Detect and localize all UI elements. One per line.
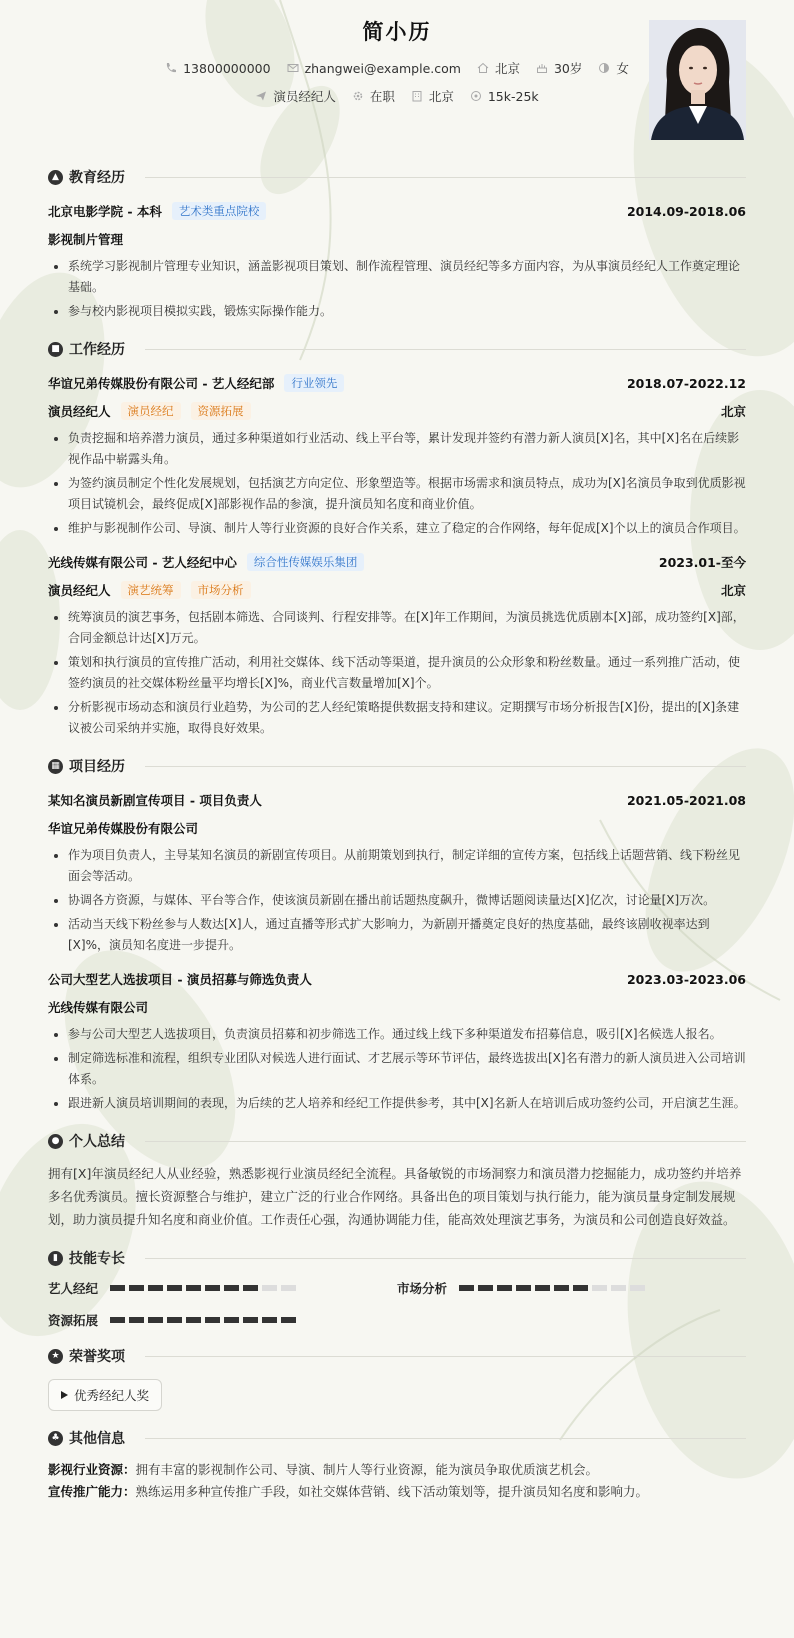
skill-tag: 演艺统筹: [121, 581, 181, 599]
skill-item: [48, 1279, 397, 1297]
projects-section: [48, 755, 746, 1114]
skill-level-segment: [630, 1285, 645, 1291]
skill-item: [48, 1311, 397, 1329]
list-item: • 协调各方资源，与媒体、平台等合作，使该演员新剧在播出前话题热度飙升，微博话题阅读量达[X]亿次，讨论量[X]万次。: [68, 890, 746, 911]
salary-info: 15k-25k: [470, 87, 539, 105]
summary-section: [48, 1130, 746, 1231]
education-date: 2014.09-2018.06: [626, 203, 746, 219]
project-date: 2023.03-2023.06: [626, 971, 746, 987]
award-item: 优秀经纪人奖: [48, 1379, 162, 1411]
project-org: 光线传媒有限公司: [48, 1000, 149, 1015]
job-role: 演员经纪人: [48, 583, 111, 598]
project-date: 2021.05-2021.08: [626, 792, 746, 808]
list-item: • 活动当天线下粉丝参与人数达[X]人，通过直播等形式扩大影响力，为新剧开播奠定良好的热度基础，最终该剧收视率达到[X]%，演员知名度进一步提升。: [68, 914, 746, 956]
company-tag: 综合性传媒娱乐集团: [247, 553, 365, 571]
section-title: 其他信息: [69, 1431, 125, 1447]
location-info: 北京: [477, 59, 520, 77]
phone-info: 13800000000: [165, 59, 270, 77]
project-entry: [48, 789, 746, 956]
list-item: • 维护与影视制作公司、导演、制片人等行业资源的良好合作关系，建立了稳定的合作网络，每年促成[X]个以上的演员合作项目。: [68, 518, 746, 539]
major: 影视制片管理: [48, 232, 124, 247]
job-intent-row: [48, 87, 746, 105]
skill-level-segment: [554, 1285, 569, 1291]
skill-level-segment: [110, 1285, 125, 1291]
work-city: 北京: [720, 404, 746, 419]
skill-tag: 资源拓展: [191, 402, 251, 420]
skill-level-segment: [110, 1317, 125, 1323]
project-entry: [48, 968, 746, 1114]
work-city: 北京: [720, 583, 746, 598]
skill-level-segment: [243, 1317, 258, 1323]
skill-level-segment: [205, 1317, 220, 1323]
list-item: • 为签约演员制定个性化发展规划，包括演艺方向定位、形象塑造等。根据市场需求和演员特点，成功为[X]名演员争取到优质影视项目试镜机会，最终促成[X]部影视作品的参演，提升演员知名度和商业价值。: [68, 473, 746, 515]
skill-level-segment: [573, 1285, 588, 1291]
summary-text: 拥有[X]年演员经纪人从业经验，熟悉影视行业演员经纪全流程。具备敏锐的市场洞察力和演员潜力挖掘能力，成功签约并培养多名优秀演员。擅长资源整合与维护，建立广泛的行业合作网络。具备出色的项目策划与执行能力，能为演员量身定制发展规划，助力演员提升知名度和商业价值。工作责任心强，沟通协调能力佳，能高效处理演艺事务，为演员和公司创造良好效益。: [48, 1166, 742, 1227]
profile-photo: [649, 20, 746, 140]
skill-level-segment: [129, 1285, 144, 1291]
skill-level-segment: [148, 1317, 163, 1323]
work-section: [48, 338, 746, 739]
skill-name: 资源拓展: [48, 1313, 99, 1328]
grid-icon: ▦: [48, 759, 63, 774]
list-item: • 参与校内影视项目模拟实践，锻炼实际操作能力。: [68, 301, 746, 322]
building-icon: [411, 90, 423, 102]
work-entry: [48, 372, 746, 539]
section-divider: [145, 1258, 746, 1259]
list-item: • 负责挖掘和培养潜力演员，通过多种渠道如行业活动、线上平台等，累计发现并签约有潜力新人演员[X]名，其中[X]名在后续影视作品中崭露头角。: [68, 428, 746, 470]
bar-chart-icon: ▮: [48, 1251, 63, 1266]
company-name: 光线传媒有限公司 - 艺人经纪中心: [48, 555, 237, 570]
skill-level-segment: [592, 1285, 607, 1291]
skill-level-segment: [148, 1285, 163, 1291]
contact-row: [48, 59, 746, 77]
section-divider: [145, 766, 746, 767]
skill-level-segment: [167, 1285, 182, 1291]
skill-level-segment: [535, 1285, 550, 1291]
cake-icon: [536, 62, 548, 74]
skill-level-segment: [224, 1285, 239, 1291]
other-section: [48, 1427, 746, 1503]
briefcase-icon: ■: [48, 342, 63, 357]
age-info: 30岁: [536, 59, 582, 77]
skill-level-segment: [262, 1285, 277, 1291]
school-name: 北京电影学院 - 本科: [48, 204, 162, 219]
skill-level-segment: [516, 1285, 531, 1291]
list-item: • 统筹演员的演艺事务，包括剧本筛选、合同谈判、行程安排等。在[X]年工作期间，为演员挑选优质剧本[X]部，成功签约[X]部，合同金额总计达[X]万元。: [68, 607, 746, 649]
gender-info: 女: [598, 59, 629, 77]
education-section: [48, 166, 746, 322]
section-divider: [145, 1438, 746, 1439]
mail-icon: [287, 62, 299, 74]
list-item: • 参与公司大型艺人选拔项目，负责演员招募和初步筛选工作。通过线上线下多种渠道发布招募信息，吸引[X]名候选人报名。: [68, 1024, 746, 1045]
section-title: 项目经历: [69, 759, 125, 775]
project-name: 公司大型艺人选拔项目 - 演员招募与筛选负责人: [48, 972, 312, 987]
graduation-cap-icon: ▲: [48, 170, 63, 185]
skill-item: [397, 1279, 746, 1297]
skill-tag: 演员经纪: [121, 402, 181, 420]
home-icon: [477, 62, 489, 74]
skill-name: 市场分析: [397, 1281, 448, 1296]
section-title: 技能专长: [69, 1251, 125, 1267]
skill-name: 艺人经纪: [48, 1281, 99, 1296]
skill-level-segment: [243, 1285, 258, 1291]
skills-section: [48, 1247, 746, 1329]
skill-level-segment: [186, 1285, 201, 1291]
awards-section: [48, 1345, 746, 1411]
skill-level-segment: [167, 1317, 182, 1323]
project-org: 华谊兄弟传媒股份有限公司: [48, 821, 199, 836]
section-divider: [145, 1141, 746, 1142]
list-item: • 策划和执行演员的宣传推广活动，利用社交媒体、线下活动等渠道，提升演员的公众形象和粉丝数量。通过一系列推广活动，使签约演员的社交媒体粉丝量平均增长[X]%，商业代言数量增加[X]个。: [68, 652, 746, 694]
skill-level-bar: [110, 1317, 296, 1323]
education-entry: [48, 200, 746, 322]
play-triangle-icon: [61, 1391, 68, 1399]
section-title: 教育经历: [69, 170, 125, 186]
other-info: [48, 1459, 746, 1503]
other-item: 影视行业资源：拥有丰富的影视制作公司、导演、制片人等行业资源，能为演员争取优质演艺机会。: [48, 1462, 599, 1477]
other-item: 宣传推广能力：熟练运用多种宣传推广手段，如社交媒体营销、线下活动策划等，提升演员知名度和影响力。: [48, 1484, 649, 1499]
skill-tag: 市场分析: [191, 581, 251, 599]
school-tag: 艺术类重点院校: [172, 202, 267, 220]
candidate-name: 简小历: [362, 20, 432, 44]
gear-icon: [352, 90, 364, 102]
skill-level-segment: [497, 1285, 512, 1291]
company-name: 华谊兄弟传媒股份有限公司 - 艺人经纪部: [48, 376, 275, 391]
list-item: • 制定筛选标准和流程，组织专业团队对候选人进行面试、才艺展示等环节评估，最终选拔出[X]名有潜力的新人演员进入公司培训体系。: [68, 1048, 746, 1090]
work-entry: [48, 551, 746, 739]
city-info: 北京: [411, 87, 454, 105]
user-icon: ●: [48, 1134, 63, 1149]
skill-level-segment: [129, 1317, 144, 1323]
send-icon: [255, 90, 267, 102]
skill-level-bar: [459, 1285, 645, 1291]
skill-level-segment: [281, 1317, 296, 1323]
skill-level-bar: [110, 1285, 296, 1291]
skill-level-segment: [205, 1285, 220, 1291]
list-item: • 分析影视市场动态和演员行业趋势，为公司的艺人经纪策略提供数据支持和建议。定期撰写市场分析报告[X]份，提出的[X]条建议被公司采纳并实施，取得良好效果。: [68, 697, 746, 739]
resume-header: [48, 0, 746, 150]
gender-icon: [598, 62, 610, 74]
job-role: 演员经纪人: [48, 404, 111, 419]
list-item: • 系统学习影视制片管理专业知识，涵盖影视项目策划、制作流程管理、演员经纪等多方面内容，为从事演员经纪人工作奠定理论基础。: [68, 256, 746, 298]
section-title: 荣誉奖项: [69, 1349, 125, 1365]
coin-icon: [470, 90, 482, 102]
company-tag: 行业领先: [284, 374, 344, 392]
list-item: • 作为项目负责人，主导某知名演员的新剧宣传项目。从前期策划到执行，制定详细的宣传方案，包括线上话题营销、线下粉丝见面会等活动。: [68, 845, 746, 887]
skill-level-segment: [262, 1317, 277, 1323]
status-info: 在职: [352, 87, 395, 105]
skill-level-segment: [611, 1285, 626, 1291]
job-title-info: 演员经纪人: [255, 87, 336, 105]
section-divider: [145, 349, 746, 350]
work-date: 2018.07-2022.12: [626, 375, 746, 391]
medal-icon: ★: [48, 1349, 63, 1364]
email-info: zhangwei@example.com: [287, 59, 461, 77]
work-date: 2023.01-至今: [658, 555, 746, 570]
skill-level-segment: [186, 1317, 201, 1323]
skill-level-segment: [281, 1285, 296, 1291]
section-divider: [145, 1356, 746, 1357]
project-name: 某知名演员新剧宣传项目 - 项目负责人: [48, 793, 262, 808]
list-item: • 跟进新人演员培训期间的表现，为后续的艺人培养和经纪工作提供参考，其中[X]名新人在培训后成功签约公司，开启演艺生涯。: [68, 1093, 746, 1114]
info-icon: ♣: [48, 1431, 63, 1446]
skills-grid: [48, 1279, 746, 1329]
section-title: 个人总结: [69, 1134, 125, 1150]
skill-level-segment: [224, 1317, 239, 1323]
phone-icon: [165, 62, 177, 74]
skill-level-segment: [478, 1285, 493, 1291]
section-title: 工作经历: [69, 342, 125, 358]
skill-level-segment: [459, 1285, 474, 1291]
section-divider: [145, 177, 746, 178]
